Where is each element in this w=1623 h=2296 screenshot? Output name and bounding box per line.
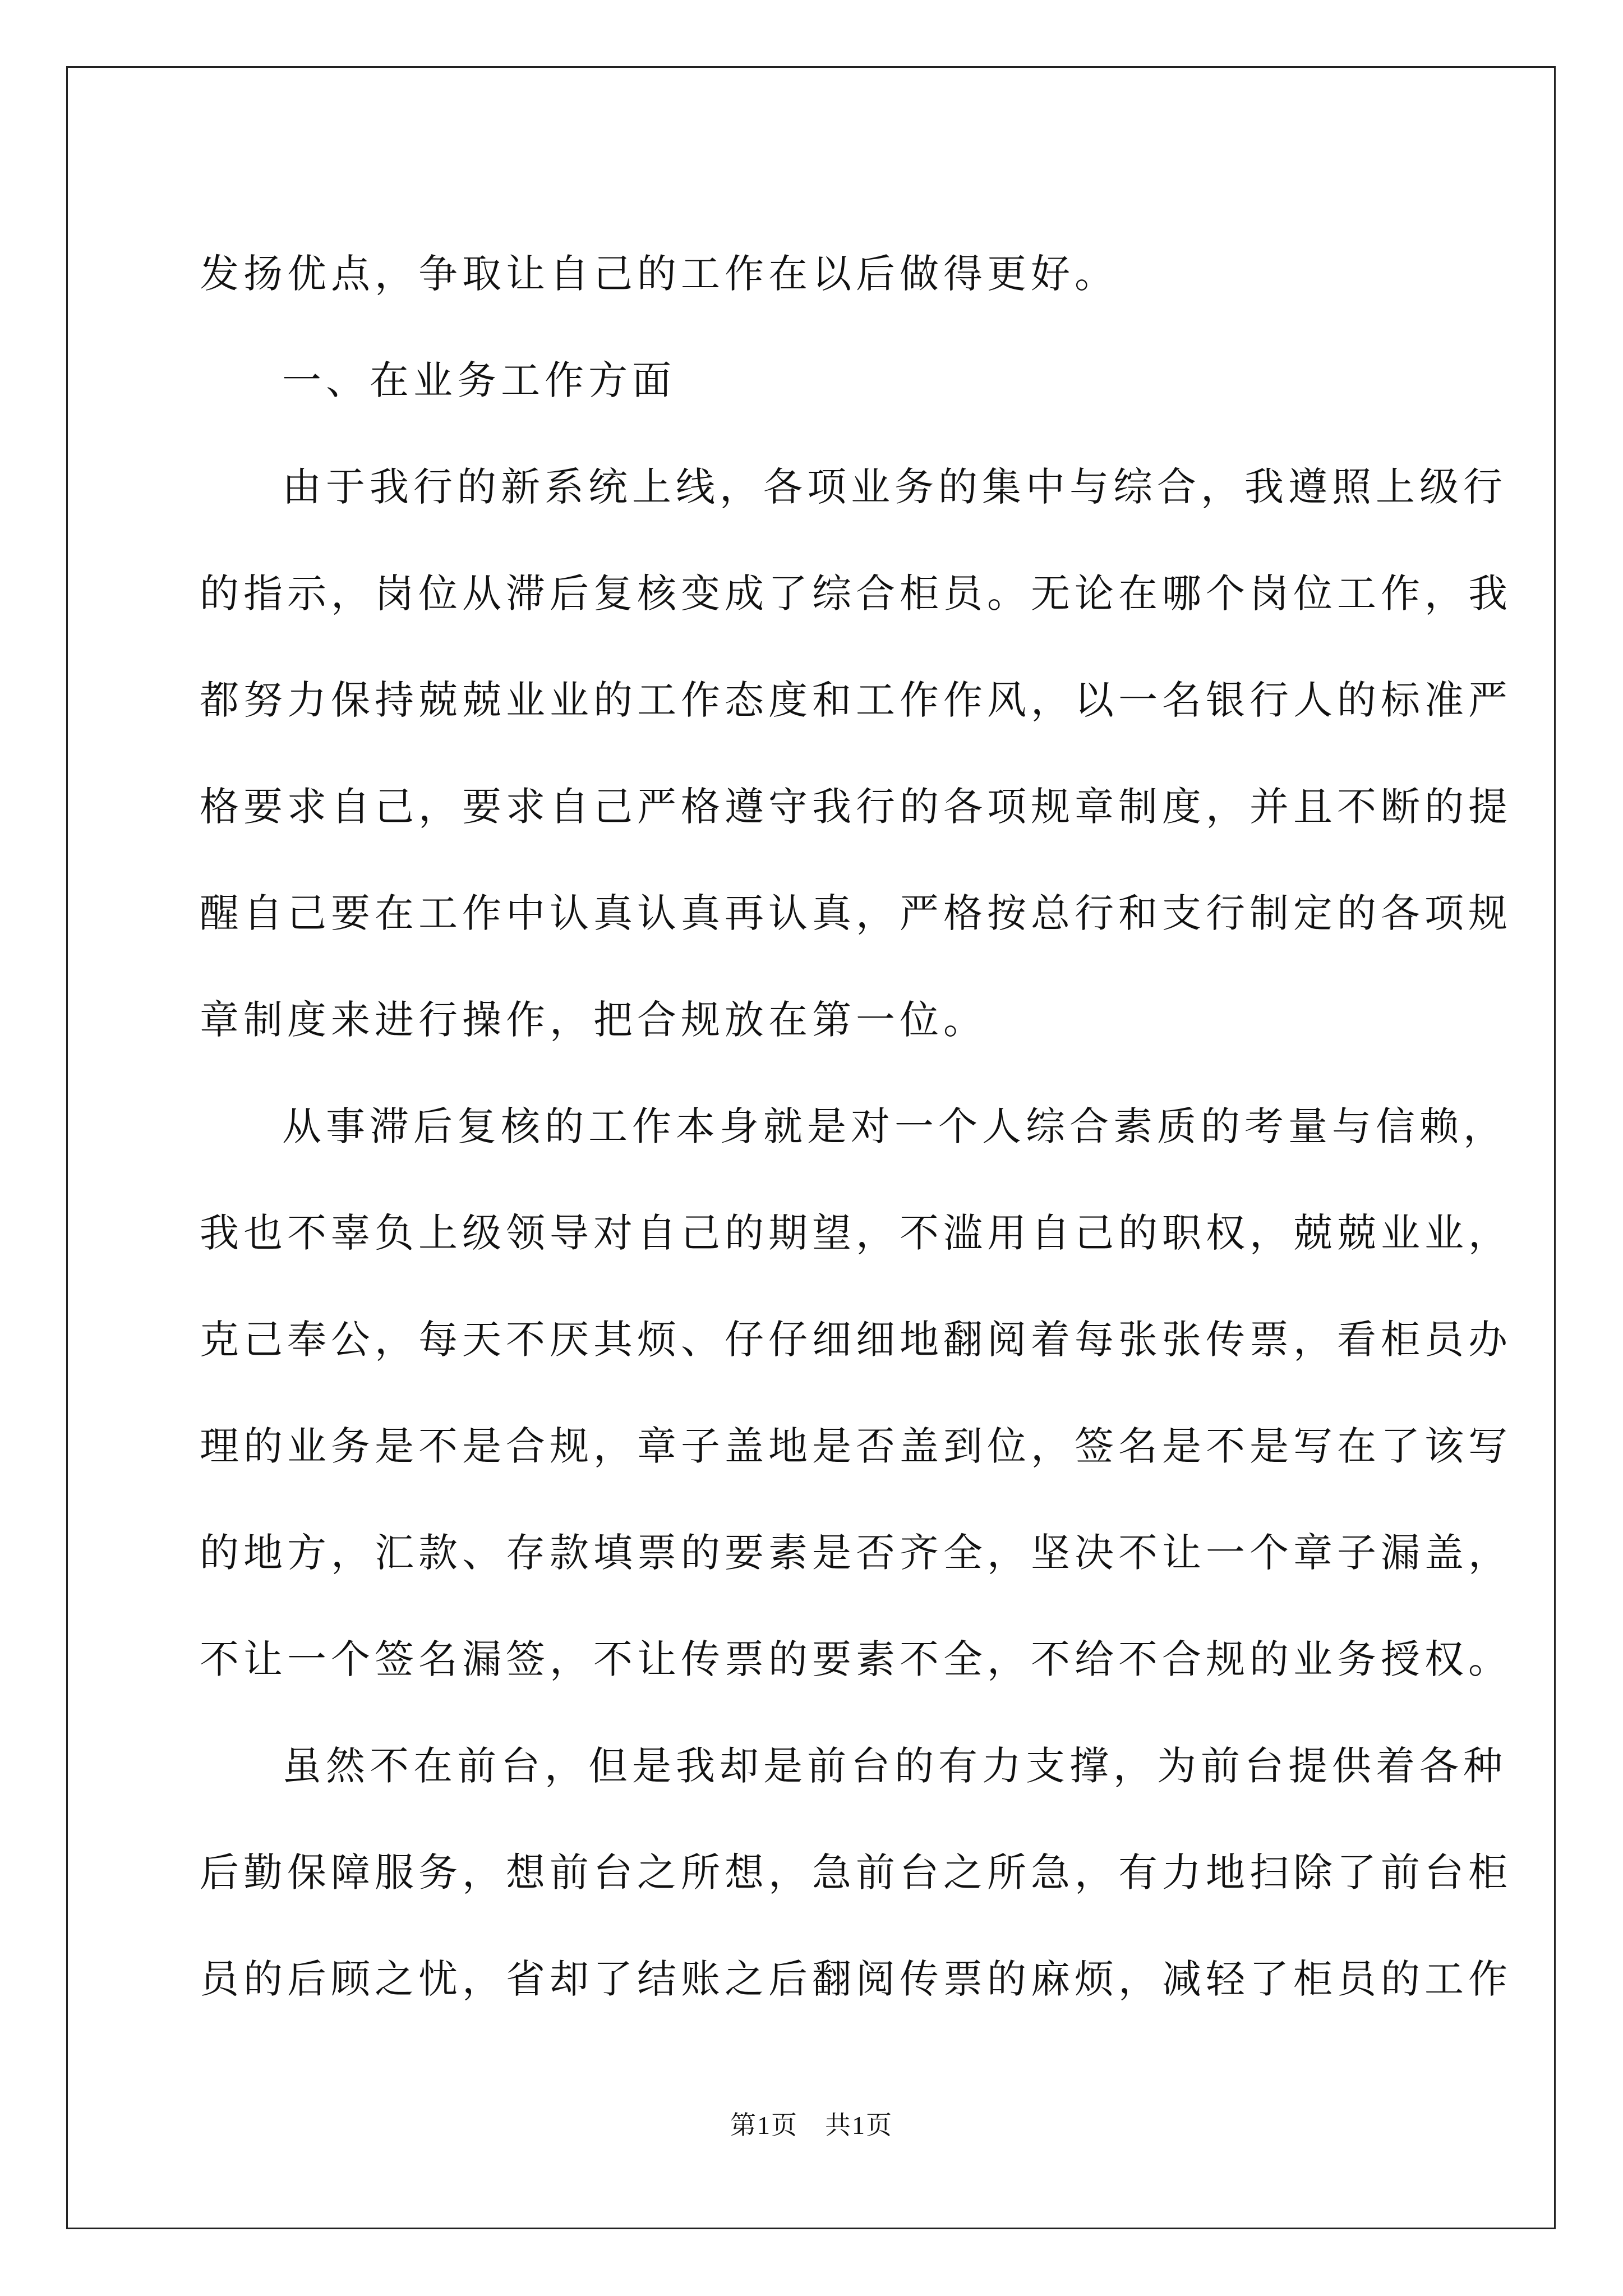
paragraph-line: 的指示，岗位从滞后复核变成了综合柜员。无论在哪个岗位工作，我 (200, 570, 1512, 616)
paragraph-line: 理的业务是不是合规，章子盖地是否盖到位，签名是不是写在了该写 (200, 1423, 1512, 1469)
paragraph-line: 不让一个签名漏签，不让传票的要素不全，不给不合规的业务授权。 (200, 1636, 1512, 1682)
paragraph-line: 章制度来进行操作，把合规放在第一位。 (200, 997, 987, 1043)
paragraph-line: 虽然不在前台，但是我却是前台的有力支撑，为前台提供着各种 (282, 1743, 1507, 1789)
paragraph-line: 格要求自己，要求自己严格遵守我行的各项规章制度，并且不断的提 (200, 784, 1512, 830)
paragraph-line: 我也不辜负上级领导对自己的期望，不滥用自己的职权，兢兢业业， (200, 1210, 1512, 1256)
paragraph-line: 的地方，汇款、存款填票的要素是否齐全，坚决不让一个章子漏盖， (200, 1530, 1512, 1576)
paragraph-line: 员的后顾之忧，省却了结账之后翻阅传票的麻烦，减轻了柜员的工作 (200, 1956, 1512, 2002)
paragraph-line: 克己奉公，每天不厌其烦、仔仔细细地翻阅着每张张传票，看柜员办 (200, 1317, 1512, 1363)
section-heading: 一、在业务工作方面 (282, 357, 676, 403)
paragraph-line: 后勤保障服务，想前台之所想，急前台之所急，有力地扫除了前台柜 (200, 1849, 1512, 1895)
paragraph-line: 醒自己要在工作中认真认真再认真，严格按总行和支行制定的各项规 (200, 890, 1512, 936)
paragraph-line: 从事滞后复核的工作本身就是对一个人综合素质的考量与信赖， (282, 1103, 1507, 1149)
document-body (200, 220, 1512, 2032)
paragraph-line: 由于我行的新系统上线，各项业务的集中与综合，我遵照上级行 (282, 464, 1507, 510)
text-line: 发扬优点，争取让自己的工作在以后做得更好。 (200, 251, 1118, 297)
paragraph-line: 都努力保持兢兢业业的工作态度和工作作风，以一名银行人的标准严 (200, 677, 1512, 723)
page-number-footer: 第1页 共1页 (730, 2111, 893, 2139)
